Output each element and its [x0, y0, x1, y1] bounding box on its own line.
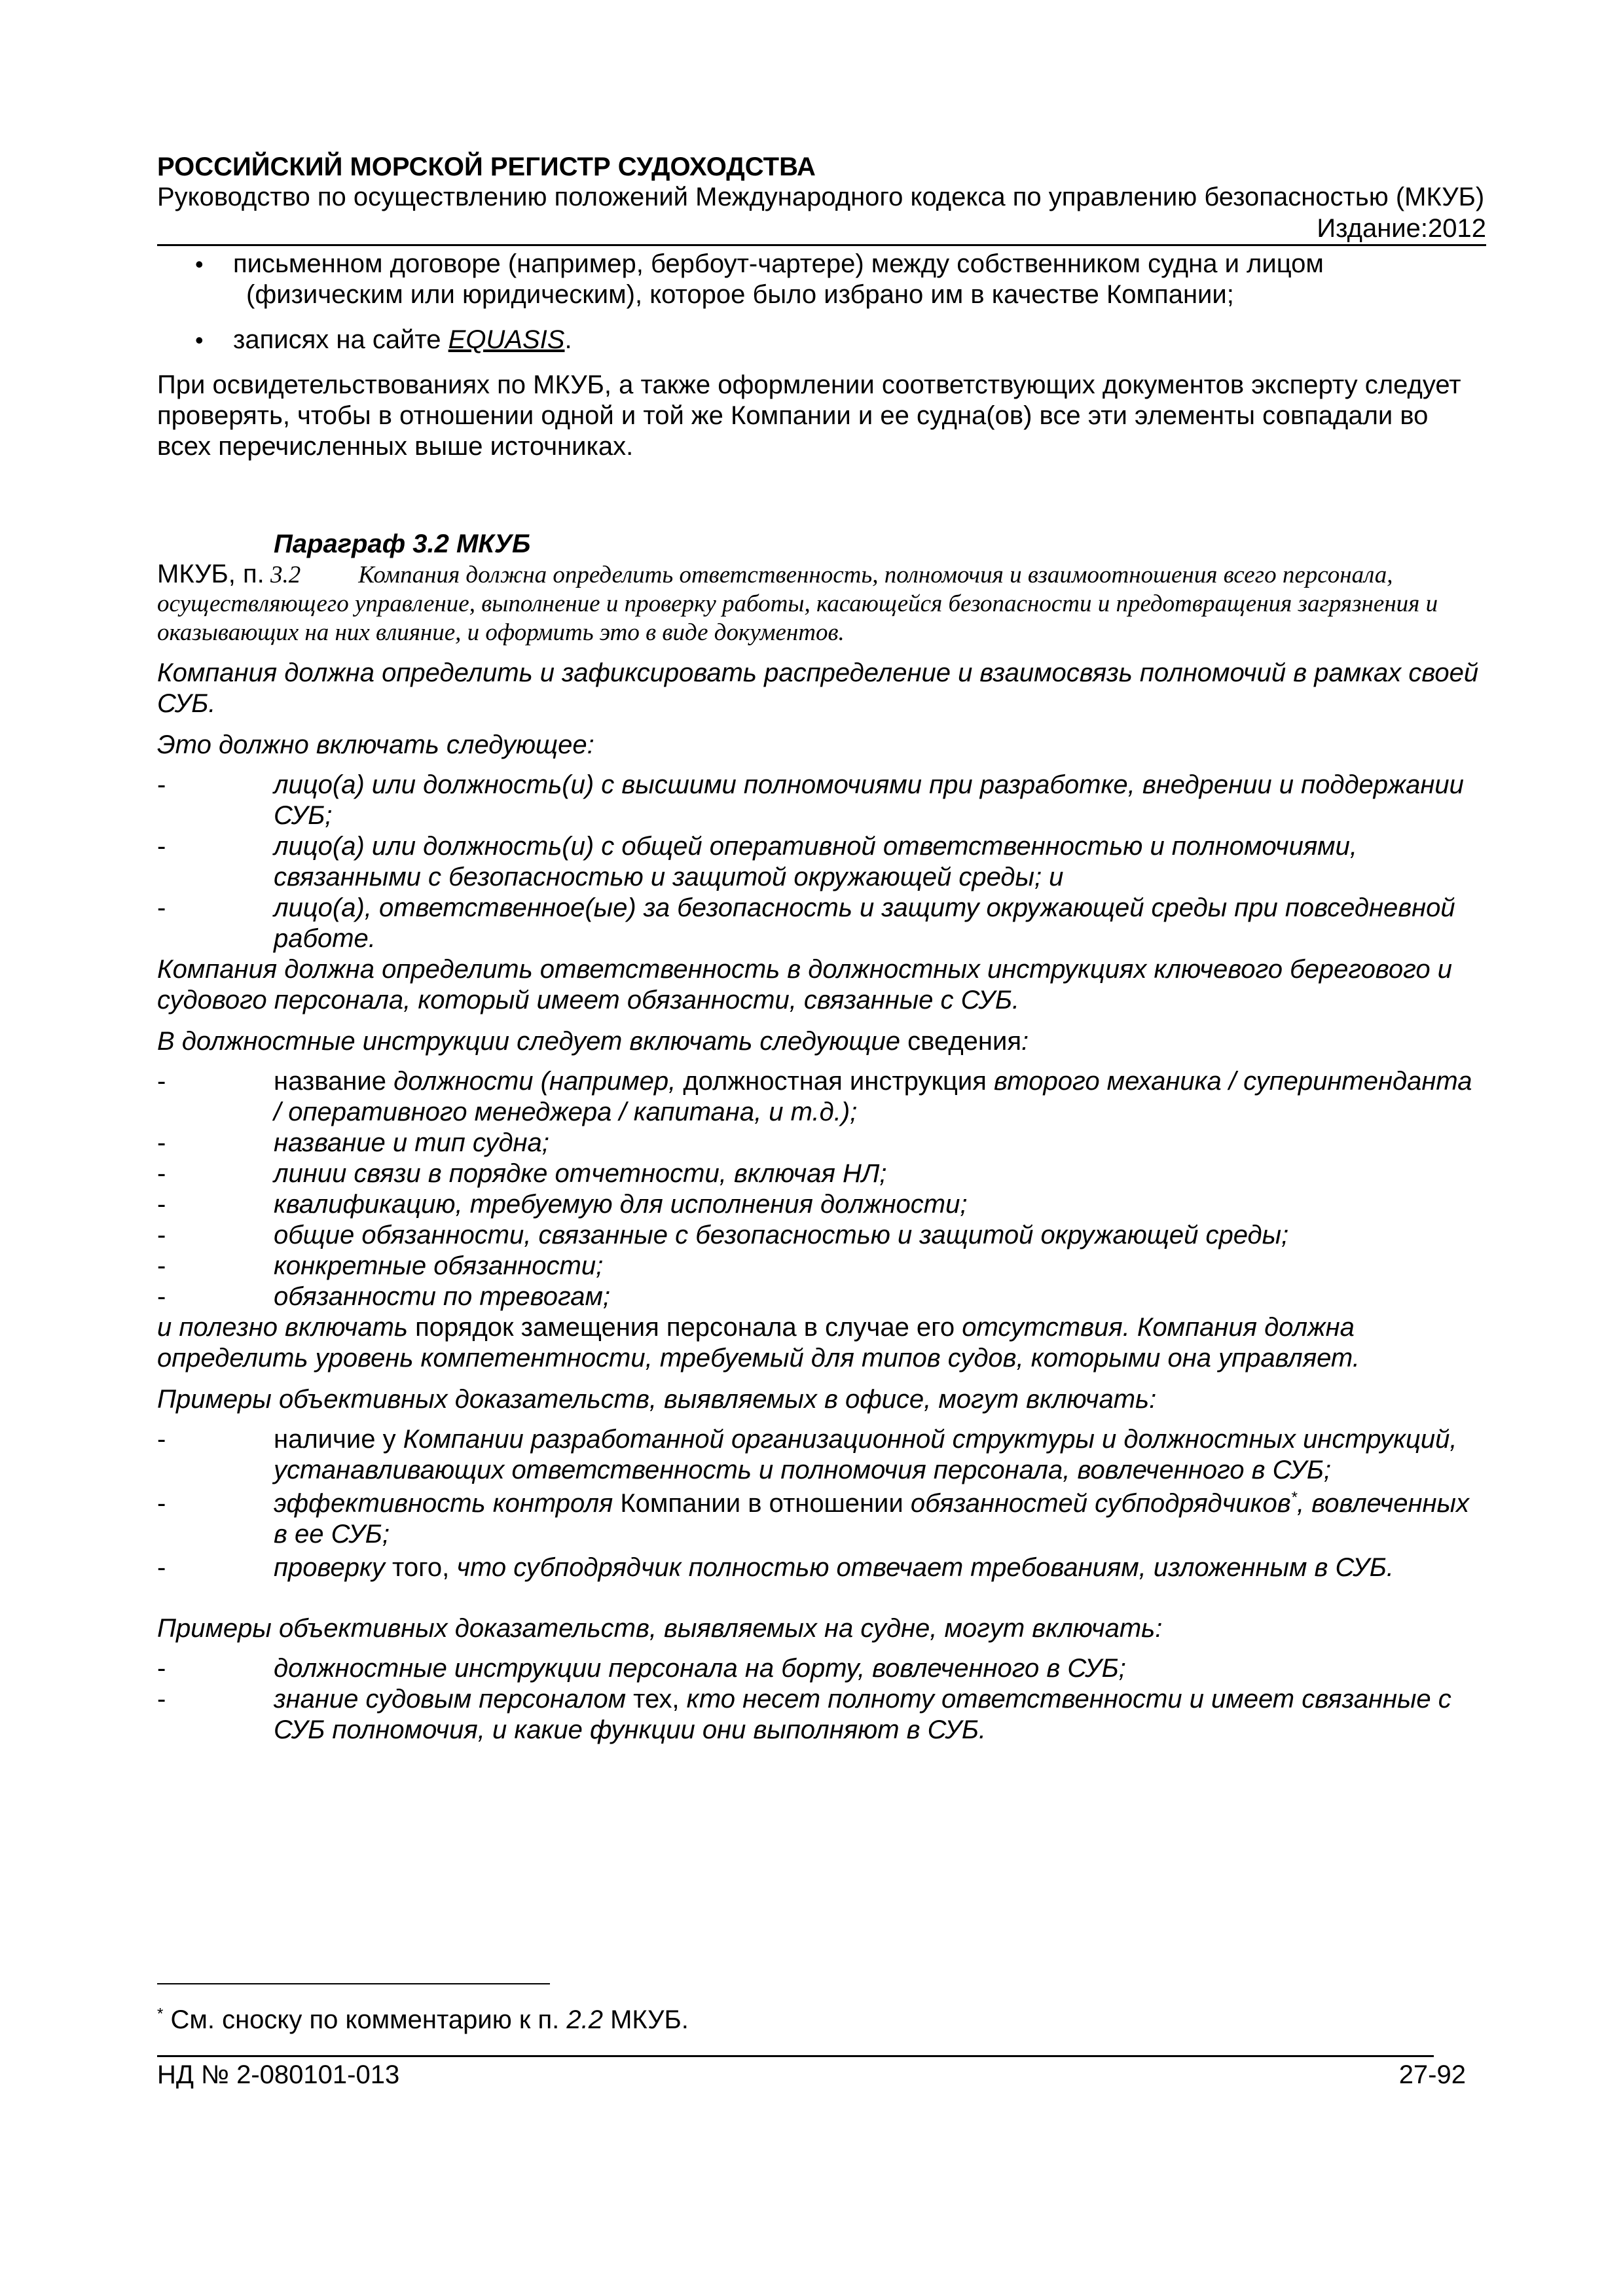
page-number: 27-92: [1398, 2060, 1466, 2089]
list-item: - название должности (например, должностная инструкция второго механика / суперинтенданта / оперативного менеджера / капитана, и т.д.);: [157, 1066, 1486, 1128]
list-item: - квалификацию, требуемую для исполнения должности;: [157, 1189, 1486, 1220]
paragraph: Это должно включать следующее:: [157, 730, 594, 759]
list-item: - линии связи в порядке отчетности, включая НЛ;: [157, 1158, 1486, 1189]
list-item: • записях на сайте EQUASIS.: [157, 325, 1486, 355]
document-subtitle: Руководство по осуществлению положений Международного кодекса по управлению безопасностью (МКУБ): [157, 183, 1485, 211]
source-bullet-list: [157, 249, 1486, 355]
list-item: - эффективность контроля Компании в отношении обязанностей субподрядчиков*, вовлеченных в ее СУБ;: [157, 1488, 1486, 1550]
footer-divider: [157, 2055, 1434, 2057]
paragraph: В должностные инструкции следует включать следующие сведения:: [157, 1027, 1029, 1056]
job-description-list: [157, 1066, 1486, 1312]
section-heading: Параграф 3.2 МКУБ: [274, 529, 531, 558]
list-item: - лицо(а) или должность(и) с общей оперативной ответственностью и полномочиями, связанными с безопасностью и защитой окружающей среды; и: [157, 831, 1486, 893]
list-item: - общие обязанности, связанные с безопасностью и защитой окружающей среды;: [157, 1220, 1486, 1251]
list-item: - наличие у Компании разработанной организационной структуры и должностных инструкций, устанавливающих ответственность и полномочия персонала, вовлеченного в СУБ;: [157, 1424, 1486, 1486]
paragraph: Примеры объективных доказательств, выявляемых в офисе, могут включать:: [157, 1385, 1157, 1414]
header-divider: [157, 244, 1486, 246]
paragraph: Компания должна определить ответственность в должностных инструкциях ключевого берегового и судового персонала, который имеет обязанности, связанные с СУБ.: [157, 955, 1452, 1014]
authority-list: [157, 770, 1486, 954]
ship-evidence-list: [157, 1653, 1486, 1746]
quote-number: 3.2: [270, 562, 301, 588]
list-item: - лицо(а) или должность(и) с высшими полномочиями при разработке, внедрении и поддержании СУБ;: [157, 770, 1486, 831]
document-number: НД № 2-080101-013: [157, 2060, 400, 2089]
code-quote: [157, 560, 1486, 647]
footnote-marker[interactable]: *: [1290, 1488, 1297, 1507]
footnote-divider: [157, 1983, 550, 1984]
intro-paragraph: При освидетельствованиях по МКУБ, а также оформлении соответствующих документов эксперту следует проверять, чтобы в отношении одной и той же Компании и ее судна(ов) все эти элементы совпадали во всех перечисленных выше источниках.: [157, 370, 1461, 461]
paragraph: Компания должна определить и зафиксировать распределение и взаимосвязь полномочий в рамках своей СУБ.: [157, 658, 1479, 718]
equasis-link[interactable]: EQUASIS: [448, 325, 565, 354]
quote-reference: МКУБ, п.: [157, 560, 264, 588]
footnote: * См. сноску по комментарию к п. 2.2 МКУБ.: [157, 2005, 689, 2034]
paragraph: Примеры объективных доказательств, выявляемых на судне, могут включать:: [157, 1614, 1163, 1643]
list-item: - конкретные обязанности;: [157, 1251, 1486, 1282]
list-item: - должностные инструкции персонала на борту, вовлеченного в СУБ;: [157, 1653, 1486, 1684]
edition-label: Издание:2012: [1317, 214, 1486, 243]
quote-text: Компания должна определить ответственность, полномочия и взаимоотношения всего персонала, осуществляющего управление, выполнение и проверку работы, касающейся безопасности и предотвращения загрязнения и оказывающих на них влияние, и оформить это в виде документов.: [157, 562, 1438, 646]
list-item: - проверку того, что субподрядчик полностью отвечает требованиям, изложенным в СУБ.: [157, 1552, 1486, 1583]
list-item: - знание судовым персоналом тех, кто несет полноту ответственности и имеет связанные с СУБ полномочия, и какие функции они выполняют в СУБ.: [157, 1684, 1486, 1746]
list-item: - обязанности по тревогам;: [157, 1282, 1486, 1312]
list-item: - название и тип судна;: [157, 1128, 1486, 1158]
paragraph: и полезно включать порядок замещения персонала в случае его отсутствия. Компания должна определить уровень компетентности, требуемый для типов судов, которыми она управляет.: [157, 1313, 1360, 1372]
office-evidence-list: [157, 1424, 1486, 1583]
page-content: [157, 152, 1486, 1746]
organization-title: РОССИЙСКИЙ МОРСКОЙ РЕГИСТР СУДОХОДСТВА: [157, 152, 816, 181]
list-item: - лицо(а), ответственное(ые) за безопасность и защиту окружающей среды при повседневной работе.: [157, 893, 1486, 954]
list-item: • письменном договоре (например, бербоут-чартере) между собственником судна и лицом (физическим или юридическим), которое было избрано им в качестве Компании;: [157, 249, 1486, 310]
